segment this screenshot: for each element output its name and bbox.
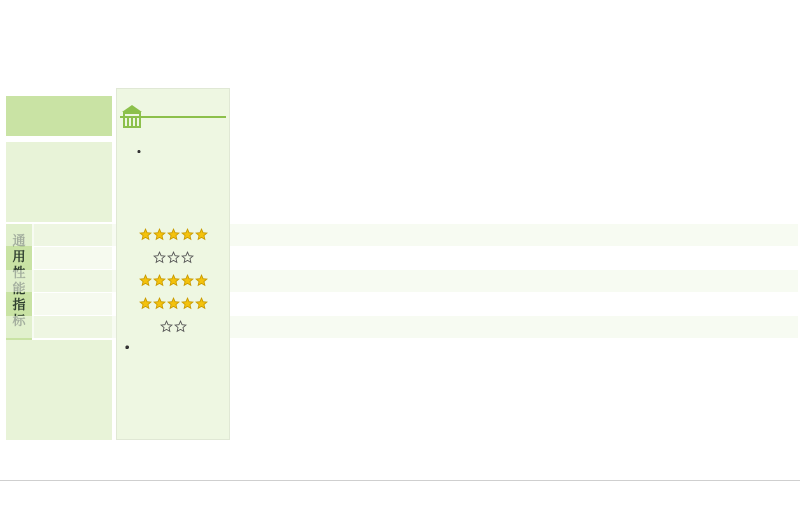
star-icon xyxy=(139,274,152,287)
star-icon xyxy=(167,228,180,241)
footer-divider xyxy=(0,480,800,481)
star-icon xyxy=(181,228,194,241)
column-header xyxy=(116,88,230,140)
star-icon xyxy=(174,320,187,333)
star-icon xyxy=(167,274,180,287)
star-icon xyxy=(167,251,180,264)
star-icon xyxy=(195,274,208,287)
label-customer-type xyxy=(6,96,112,136)
star-icon xyxy=(139,228,152,241)
star-icon xyxy=(153,228,166,241)
column-title xyxy=(120,116,226,136)
star-rating xyxy=(116,316,230,336)
star-rating xyxy=(116,293,230,313)
metric-label xyxy=(34,293,112,315)
label-demand-scene xyxy=(6,142,112,222)
metric-label xyxy=(34,247,112,269)
star-icon xyxy=(181,274,194,287)
star-icon xyxy=(139,297,152,310)
star-icon xyxy=(153,251,166,264)
star-rating xyxy=(116,224,230,244)
star-icon xyxy=(153,297,166,310)
star-rating xyxy=(116,270,230,290)
star-icon xyxy=(160,320,173,333)
star-icon xyxy=(195,297,208,310)
star-icon xyxy=(181,297,194,310)
industry-column xyxy=(116,88,230,440)
star-icon xyxy=(167,297,180,310)
star-icon xyxy=(195,228,208,241)
star-icon xyxy=(181,251,194,264)
label-typical-features xyxy=(6,340,112,440)
star-icon xyxy=(153,274,166,287)
label-general-indicators: 用 指 xyxy=(6,224,32,340)
star-rating xyxy=(116,247,230,267)
